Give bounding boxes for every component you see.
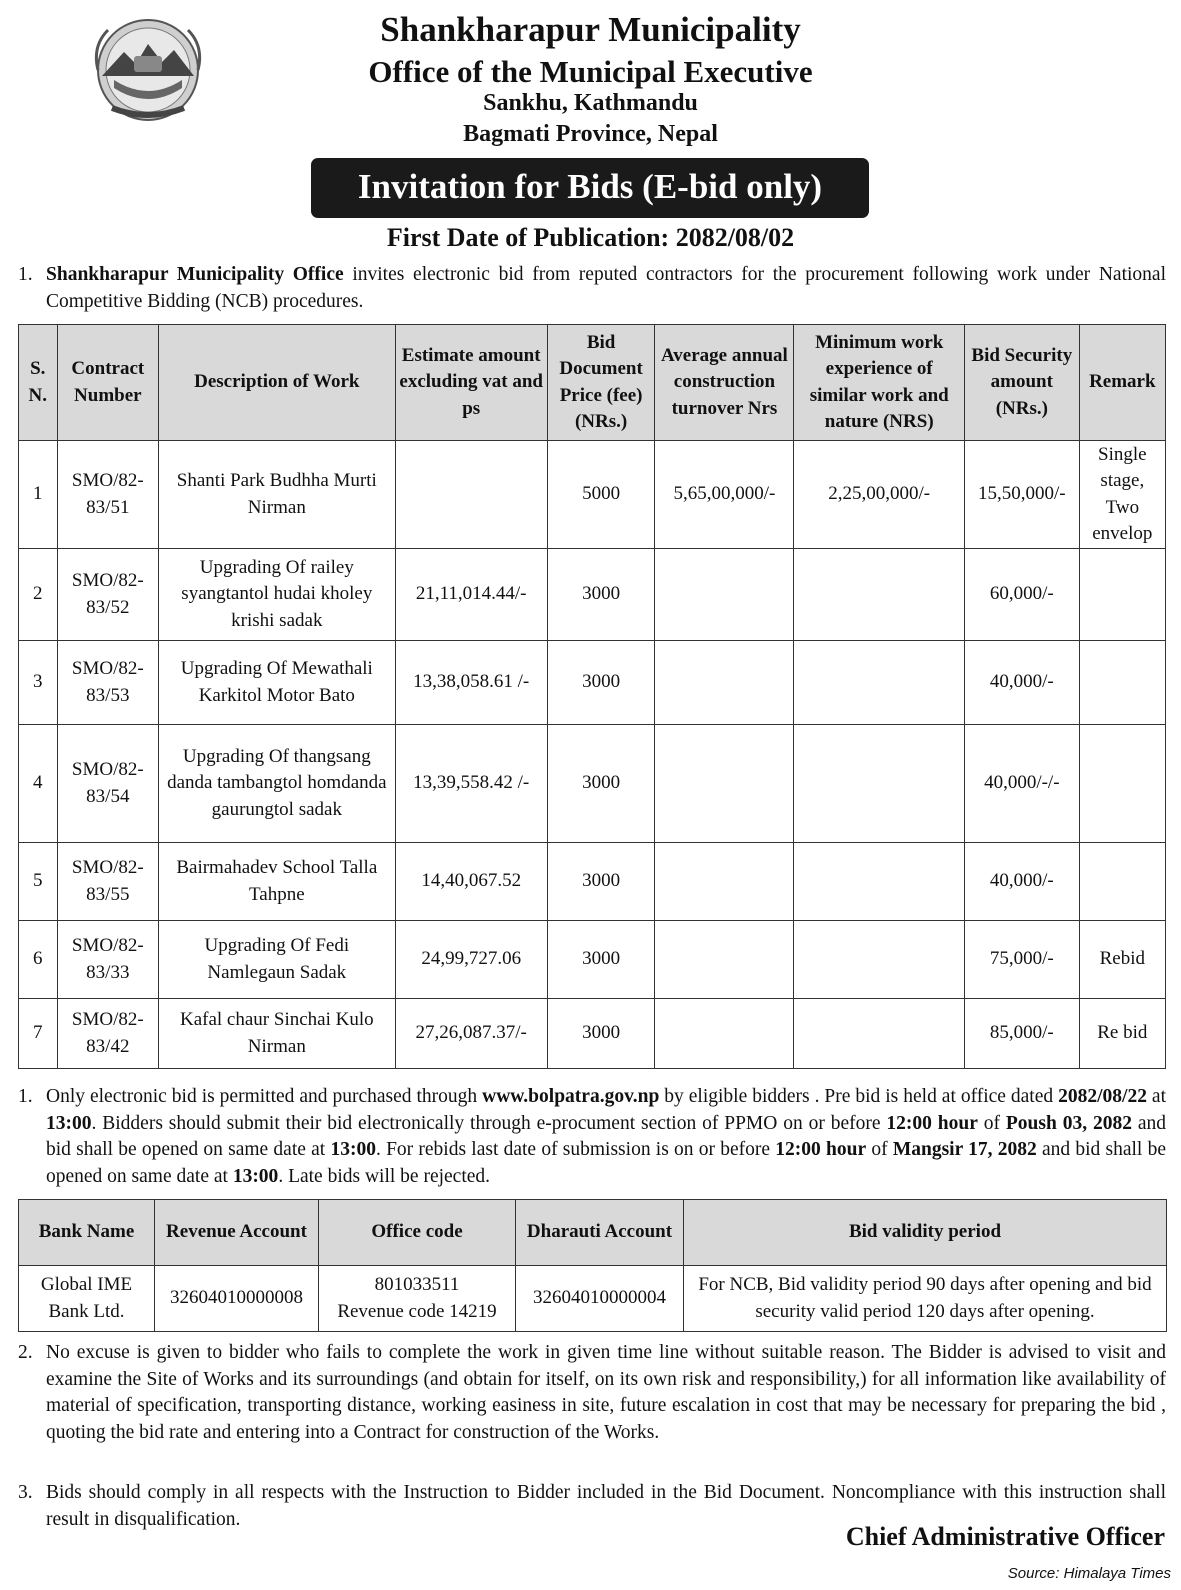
intro-bold: Shankharapur Municipality Office xyxy=(46,264,344,285)
notes-text: and bid shall be opened on same date at xyxy=(46,1139,1166,1187)
table-cell: 3000 xyxy=(547,999,655,1069)
table-cell: 7 xyxy=(19,999,58,1069)
table-cell xyxy=(794,549,965,641)
table-cell: 5 xyxy=(19,843,58,921)
table-cell: 5000 xyxy=(547,441,655,549)
table-cell xyxy=(794,725,965,843)
paragraph-2 xyxy=(18,1340,1166,1446)
table-cell: 5,65,00,000/- xyxy=(655,441,794,549)
table-row xyxy=(19,441,1166,549)
table-cell: 3000 xyxy=(547,549,655,641)
table-cell: 15,50,000/- xyxy=(964,441,1079,549)
intro-paragraph xyxy=(18,262,1166,315)
table-cell: 60,000/- xyxy=(964,549,1079,641)
table-cell: 85,000/- xyxy=(964,999,1079,1069)
works-table xyxy=(18,324,1166,1069)
paragraph-3-text: Bids should comply in all respects with the Instruction to Bidder included in the Bid Document. Noncompliance with this instruction shall result in disqualification. xyxy=(46,1482,1166,1530)
table-cell: Upgrading Of Fedi Namlegaun Sadak xyxy=(159,921,396,999)
table-cell: 14,40,067.52 xyxy=(395,843,547,921)
header-cell: Revenue Account xyxy=(155,1200,319,1266)
table-cell: 3000 xyxy=(547,641,655,725)
bank-table-header xyxy=(19,1200,1167,1266)
municipality-name: Shankharapur Municipality xyxy=(380,10,801,49)
table-cell xyxy=(655,641,794,725)
table-row xyxy=(19,999,1166,1069)
table-cell: 2,25,00,000/- xyxy=(794,441,965,549)
table-cell: SMO/82-83/55 xyxy=(57,843,159,921)
notice-title: Invitation for Bids (E-bid only) xyxy=(311,158,869,218)
header-cell: Description of Work xyxy=(159,325,396,441)
table-cell: 2 xyxy=(19,549,58,641)
publication-date: First Date of Publication: 2082/08/02 xyxy=(386,223,795,252)
header-cell: Bid Document Price (fee) (NRs.) xyxy=(547,325,655,441)
notes-time: 13:00 xyxy=(330,1139,376,1160)
table-cell: 75,000/- xyxy=(964,921,1079,999)
table-cell: 24,99,727.06 xyxy=(395,921,547,999)
table-cell xyxy=(655,843,794,921)
table-cell: Upgrading Of railey syangtantol hudai kholey krishi sadak xyxy=(159,549,396,641)
table-cell: 27,26,087.37/- xyxy=(395,999,547,1069)
table-cell: 4 xyxy=(19,725,58,843)
table-cell: SMO/82-83/51 xyxy=(57,441,159,549)
header-cell: Dharauti Account xyxy=(516,1200,684,1266)
notes-time: 13:00 xyxy=(232,1165,279,1187)
notes-time: 13:00 xyxy=(46,1112,92,1134)
notes-text: by eligible bidders . Pre bid is held at office dated xyxy=(659,1086,1059,1107)
table-cell xyxy=(655,999,794,1069)
signature: Chief Administrative Officer xyxy=(845,1522,1165,1551)
notes-text: . Bidders should submit their bid electronically through e-procument section of PPMO on or before xyxy=(91,1112,887,1134)
office-code: 801033511 xyxy=(374,1274,460,1295)
table-cell: 21,11,014.44/- xyxy=(395,549,547,641)
source-credit: Source: Himalaya Times xyxy=(1007,1565,1171,1582)
intro-number: 1. xyxy=(18,264,33,285)
notes-text: Only electronic bid is permitted and purchased through xyxy=(46,1086,483,1107)
table-cell: SMO/82-83/53 xyxy=(57,641,159,725)
table-cell: Shanti Park Budhha Murti Nirman xyxy=(159,441,396,549)
table-cell: 13,39,558.42 /- xyxy=(395,725,547,843)
table-cell: Kafal chaur Sinchai Kulo Nirman xyxy=(159,999,396,1069)
table-cell xyxy=(1079,549,1165,641)
notes-number: 1. xyxy=(18,1086,33,1107)
table-row xyxy=(19,921,1166,999)
office-location: Sankhu, Kathmandu xyxy=(483,90,698,116)
table-cell: SMO/82-83/33 xyxy=(57,921,159,999)
table-row xyxy=(19,641,1166,725)
table-cell xyxy=(655,725,794,843)
table-cell: 6 xyxy=(19,921,58,999)
notes-text: of xyxy=(866,1139,893,1160)
table-cell: 1 xyxy=(19,441,58,549)
notes-text: of xyxy=(977,1112,1006,1134)
notes-paragraph xyxy=(18,1084,1166,1190)
notes-date: Mangsir 17, 2082 xyxy=(892,1139,1037,1160)
bid-validity-cell: For NCB, Bid validity period 90 days after opening and bid security valid period 120 days after opening. xyxy=(684,1266,1167,1332)
header-cell: Office code xyxy=(319,1200,516,1266)
works-table-header xyxy=(19,325,1166,441)
office-name: Office of the Municipal Executive xyxy=(368,54,813,89)
table-row xyxy=(19,1266,1167,1332)
notes-text: . Late bids will be rejected. xyxy=(278,1165,491,1187)
notes-time: 12:00 hour xyxy=(775,1139,867,1160)
notes-date: 2082/08/22 xyxy=(1058,1086,1147,1107)
header-cell: Contract Number xyxy=(57,325,159,441)
table-row xyxy=(19,549,1166,641)
paragraph-2-number: 2. xyxy=(18,1342,33,1363)
table-cell: SMO/82-83/54 xyxy=(57,725,159,843)
header-cell: Remark xyxy=(1079,325,1165,441)
table-cell: Rebid xyxy=(1079,921,1165,999)
header-cell: Bid Security amount (NRs.) xyxy=(964,325,1079,441)
header-cell: Bank Name xyxy=(19,1200,155,1266)
table-row xyxy=(19,843,1166,921)
notes-time: 12:00 hour xyxy=(886,1112,978,1134)
table-cell xyxy=(794,921,965,999)
bank-table xyxy=(18,1199,1167,1332)
notes-date: Poush 03, 2082 xyxy=(1005,1112,1132,1134)
paragraph-2-text: No excuse is given to bidder who fails to complete the work in given time line without suitable reason. The Bidder is advised to visit and examine the Site of Works and its surroundings (and obtain for itself, on its own risk and responsibility,) for all information like availability of material of specification, transporting distance, working easiness in site, future escalation in cost that may be necessary for preparing the bid , quoting the bid rate and entering into a Contract for construction of the Works. xyxy=(46,1342,1166,1443)
table-cell: Upgrading Of thangsang danda tambangtol homdanda gaurungtol sadak xyxy=(159,725,396,843)
table-cell: SMO/82-83/42 xyxy=(57,999,159,1069)
revenue-code: Revenue code 14219 xyxy=(337,1300,497,1322)
table-cell: 40,000/- xyxy=(964,641,1079,725)
table-cell: 40,000/- xyxy=(964,843,1079,921)
header-cell: Minimum work experience of similar work and nature (NRS) xyxy=(794,325,965,441)
notes-text: and bid shall be opened on same date at xyxy=(46,1112,1166,1160)
revenue-account-cell: 32604010000008 xyxy=(155,1266,319,1332)
notes-link[interactable]: www.bolpatra.gov.np xyxy=(482,1086,660,1107)
table-cell xyxy=(395,441,547,549)
notes-text: . For rebids last date of submission is on or before xyxy=(375,1139,776,1160)
office-province: Bagmati Province, Nepal xyxy=(463,121,718,147)
header-cell: Average annual construction turnover Nrs xyxy=(655,325,794,441)
table-cell: Bairmahadev School Talla Tahpne xyxy=(159,843,396,921)
table-cell: Single stage, Two envelop xyxy=(1079,441,1165,549)
table-cell: Upgrading Of Mewathali Karkitol Motor Bato xyxy=(159,641,396,725)
table-cell xyxy=(794,641,965,725)
header-cell: Estimate amount excluding vat and ps xyxy=(395,325,547,441)
table-cell xyxy=(1079,725,1165,843)
header-cell: S. N. xyxy=(19,325,58,441)
header-cell: Bid validity period xyxy=(684,1200,1167,1266)
table-cell xyxy=(655,921,794,999)
office-code-cell xyxy=(319,1266,516,1332)
table-row xyxy=(19,725,1166,843)
table-cell: 3 xyxy=(19,641,58,725)
dharauti-account-cell: 32604010000004 xyxy=(516,1266,684,1332)
table-cell: 3000 xyxy=(547,921,655,999)
table-cell xyxy=(794,843,965,921)
table-cell: SMO/82-83/52 xyxy=(57,549,159,641)
table-cell: 3000 xyxy=(547,725,655,843)
table-cell xyxy=(1079,641,1165,725)
bank-name-cell: Global IME Bank Ltd. xyxy=(19,1266,155,1332)
table-cell: 13,38,058.61 /- xyxy=(395,641,547,725)
table-cell xyxy=(655,549,794,641)
table-cell xyxy=(1079,843,1165,921)
table-cell xyxy=(794,999,965,1069)
table-cell: 40,000/-/- xyxy=(964,725,1079,843)
table-cell: Re bid xyxy=(1079,999,1165,1069)
paragraph-3-number: 3. xyxy=(18,1482,33,1503)
table-cell: 3000 xyxy=(547,843,655,921)
notes-text: at xyxy=(1146,1086,1166,1107)
intro-text: invites electronic bid from reputed contractors for the procurement following work under National Competitive Bidding (NCB) procedures. xyxy=(46,264,1166,312)
